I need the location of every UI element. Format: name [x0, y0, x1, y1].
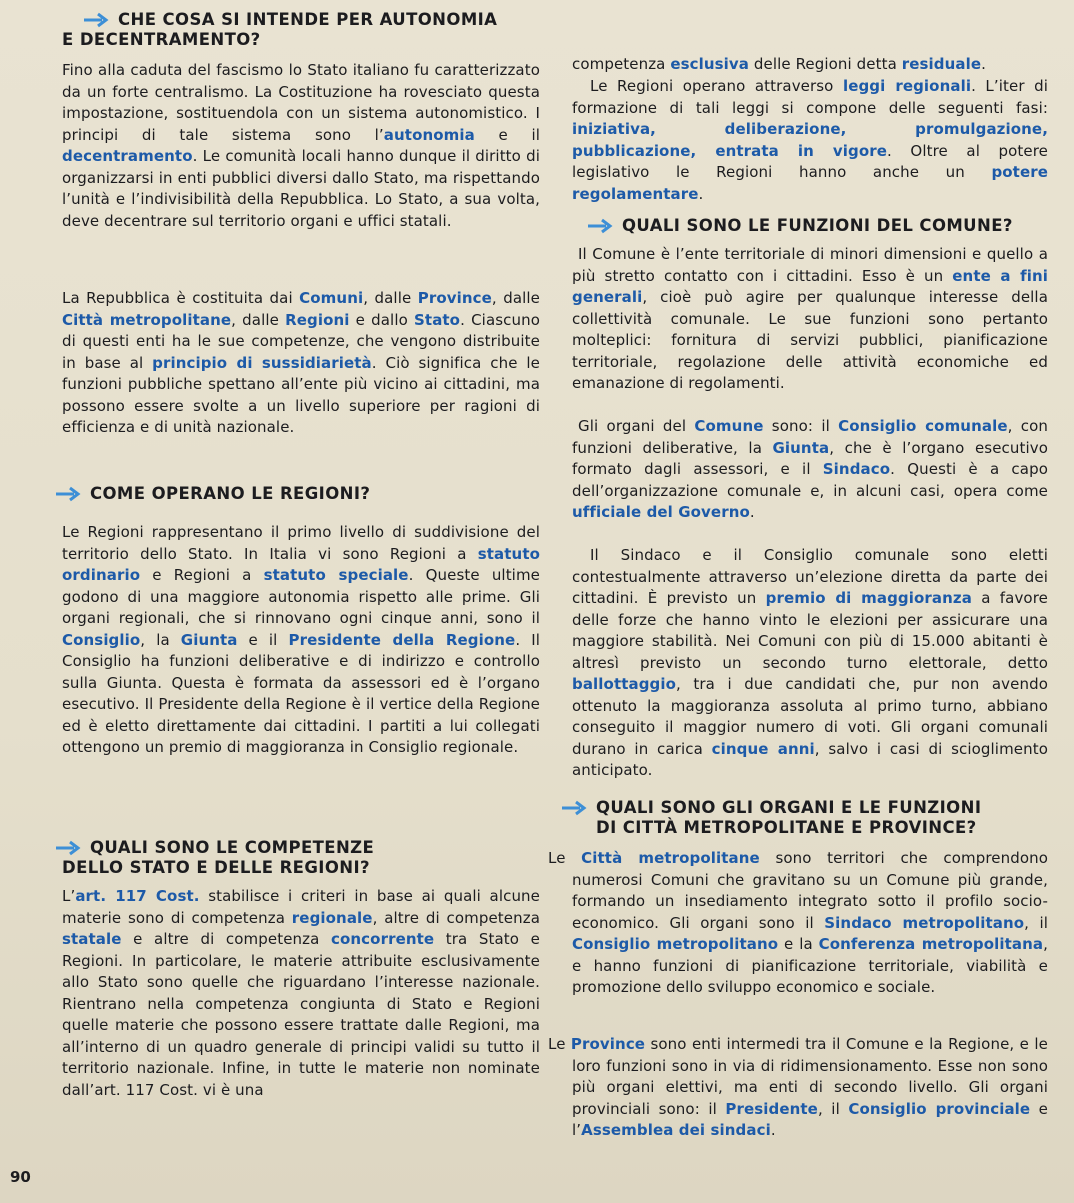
- arrow-right-icon: [82, 12, 110, 28]
- heading-line: DELLO STATO E DELLE REGIONI?: [62, 858, 370, 877]
- text-run: . Le comunità locali hanno dunque il diritto di organizzarsi in enti pubblici diversi dallo Stato, ma rispettando l’unità e l’indivisibilità della Repubblica. Lo Stato, a sua volta, deve decentrare sul territorio organi e uffici statali.: [62, 147, 540, 230]
- text-run: , e hanno funzioni di pianificazione territoriale, viabilità e promozione dello sviluppo economico e sociale.: [572, 935, 1048, 996]
- bold-term: Comune: [694, 417, 764, 435]
- text-run: , altre di competenza: [372, 908, 540, 927]
- bold-term: Città metropolitane: [581, 849, 760, 867]
- heading-line: QUALI SONO LE COMPETENZE: [90, 838, 375, 857]
- text-run: e l’: [572, 1099, 1049, 1139]
- paragraph-comune: [572, 244, 1048, 395]
- heading-line: E DECENTRAMENTO?: [62, 30, 261, 49]
- bold-term: statale: [62, 930, 122, 948]
- arrow-right-icon: [54, 840, 82, 856]
- text-run: . Oltre al potere legislativo le Regioni hanno anche un: [572, 141, 1048, 181]
- bold-term: statuto ordinario: [62, 544, 540, 584]
- bold-term: Sindaco: [822, 460, 891, 478]
- text-run: Le Regioni rappresentano il primo livello di suddivisione del territorio dello Stato. In Italia vi sono Regioni a: [62, 523, 540, 563]
- heading-line: COME OPERANO LE REGIONI?: [90, 484, 371, 503]
- text-run: Le: [548, 849, 582, 867]
- text-run: . Questi è a capo dell’organizzazione comunale e, in alcuni casi, opera come: [572, 460, 1048, 500]
- bold-term: Consiglio: [62, 630, 141, 649]
- bold-term: Giunta: [180, 630, 238, 649]
- bold-term: Conferenza metropolitana: [818, 935, 1044, 953]
- text-run: . Il Consiglio ha funzioni deliberative e di indirizzo e controllo sulla Giunta. Questa è formata da assessori ed è l’organo esecutivo. Il Presidente della Regione è il vertice della Regione ed è eletto direttamente dai cittadini. I partiti a lui collegati ottengono un premio di maggioranza in Consiglio regionale.: [62, 630, 541, 756]
- bold-term: leggi regionali: [842, 77, 972, 95]
- text-run: e Regioni a: [140, 566, 264, 584]
- bold-term: ufficiale del Governo: [572, 503, 750, 521]
- text-run: , dalle: [491, 289, 540, 307]
- heading-line: QUALI SONO GLI ORGANI E LE FUNZIONI: [596, 798, 982, 817]
- paragraph-province: [548, 1034, 1049, 1142]
- text-run: Il Sindaco e il Consiglio comunale sono eletti contestualmente attraverso un’elezione diretta da parte dei cittadini. È previsto un: [572, 546, 1048, 607]
- text-run: sono enti intermedi tra il Comune e la Regione, e le loro funzioni sono in via di ridimensionamento. Esse non sono più organi elettivi, ma enti di secondo livello. Gli organi provinciali sono: il: [572, 1035, 1048, 1118]
- bold-term: Presidente: [725, 1099, 818, 1118]
- heading-competenze: [62, 838, 530, 878]
- text-run: .: [981, 55, 987, 73]
- bold-term: principio di sussidiarietà: [152, 353, 372, 372]
- bold-term: Consiglio comunale: [838, 417, 1008, 435]
- text-run: , dalle: [363, 289, 418, 307]
- bold-term: ente a fini generali: [572, 266, 1048, 306]
- bold-term: Province: [570, 1035, 646, 1053]
- text-run: , che è l’organo esecutivo formato dagli assessori, e il: [572, 438, 1048, 478]
- text-run: , tra i due candidati che, pur non avendo ottenuto la maggioranza assoluta al primo turno, abbiano conseguito il maggior numero di voti. Gli organi comunali durano in carica: [572, 675, 1048, 758]
- text-run: Le Regioni operano attraverso: [590, 77, 843, 95]
- text-run: competenza: [572, 55, 671, 73]
- text-run: , il: [1024, 913, 1048, 932]
- text-run: sono territori che comprendono numerosi Comuni che gravitano su un Comune più grande, formando un insediamento integrato sotto il profilo socio-economico. Gli organi sono il: [572, 849, 1048, 932]
- bold-term: potere regolamentare: [572, 163, 1048, 203]
- arrow-right-icon: [560, 800, 588, 816]
- text-run: L’: [62, 887, 76, 905]
- heading-line: DI CITTÀ METROPOLITANE E PROVINCE?: [596, 818, 977, 837]
- text-run: Fino alla caduta del fascismo lo Stato italiano fu caratterizzato da un forte centralismo. La Costituzione ha rovesciato questa impostazione, sostituendola con un sistema autonomistico. I principi di tale sistema sono l’: [62, 61, 540, 144]
- text-run: , dalle: [231, 310, 286, 329]
- bold-term: art. 117 Cost.: [75, 887, 200, 905]
- text-run: . Ciò significa che le funzioni pubbliche spettano all’ente più vicino ai cittadini, ma possono essere svolte a un livello superiore per ragioni di efficienza e di unità nazionale.: [62, 353, 540, 436]
- bold-term: Giunta: [772, 438, 830, 457]
- text-run: .: [770, 1121, 776, 1139]
- heading-autonomia: [62, 10, 558, 50]
- paragraph-regioni: [62, 522, 540, 759]
- bold-term: Stato: [414, 310, 461, 329]
- bold-term: Province: [417, 289, 492, 307]
- text-run: , salvo i casi di scioglimento anticipato.: [572, 739, 1048, 779]
- bold-term: concorrente: [331, 930, 435, 948]
- text-run: e il: [237, 630, 289, 649]
- bold-term: autonomia: [383, 125, 475, 144]
- paragraph-leggi-regionali: [572, 76, 1048, 205]
- text-run: Le: [548, 1035, 571, 1053]
- text-run: Gli organi del: [578, 417, 695, 435]
- heading-line: QUALI SONO LE FUNZIONI DEL COMUNE?: [622, 216, 1013, 235]
- heading-line: CHE COSA SI INTENDE PER AUTONOMIA: [118, 10, 498, 29]
- arrow-right-icon: [54, 486, 82, 502]
- bold-term: statuto speciale: [263, 566, 409, 584]
- text-run: e la: [778, 935, 819, 953]
- bold-term: Consiglio metropolitano: [572, 935, 779, 953]
- text-run: a favore delle forze che hanno vinto le elezioni per assicurare una maggiore stabilità. Nei Comuni con più di 15.000 abitanti è altresì previsto un secondo turno elettorale, detto: [572, 589, 1048, 672]
- text-run: tra Stato e Regioni. In particolare, le materie attribuite esclusivamente allo Stato sono quelle che riguardano l’interesse nazionale. Rientrano nella competenza congiunta di Stato e Regioni quelle materie che possono essere trattate dalle Regioni, ma all’interno di un quadro generale di principi validi su tutto il territorio nazionale. Infine, in tutte le materie non nominate dall’art. 117 Cost. vi è una: [62, 930, 540, 1099]
- bold-term: cinque anni: [711, 739, 815, 758]
- text-run: . Ciascuno di questi enti ha le sue competenze, che vengono distribuite in base al: [62, 310, 540, 372]
- text-run: . L’iter di formazione di tali leggi si compone delle seguenti fasi:: [572, 77, 1048, 117]
- text-run: e dallo: [349, 310, 415, 329]
- bold-term: Comuni: [299, 289, 364, 307]
- bold-term: Sindaco metropolitano: [824, 913, 1025, 932]
- text-run: e il: [474, 125, 540, 144]
- text-run: , la: [140, 630, 181, 649]
- text-run: La Repubblica è costituita dai: [62, 289, 300, 307]
- text-run: , il: [817, 1099, 849, 1118]
- bold-term: decentramento: [62, 147, 193, 165]
- heading-comune: [622, 216, 1052, 236]
- text-run: stabilisce i criteri in base ai quali alcune materie sono di competenza: [62, 887, 540, 927]
- text-run: . Queste ultime godono di una maggiore autonomia rispetto alle prime. Gli organi regionali, che si rinnovano ogni cinque anni, sono il: [62, 566, 540, 627]
- bold-term: esclusiva: [670, 55, 750, 73]
- bold-term: residuale: [901, 55, 982, 73]
- arrow-right-icon: [586, 218, 614, 234]
- bold-term: Consiglio provinciale: [848, 1099, 1031, 1118]
- bold-term: Assemblea dei sindaci: [581, 1121, 771, 1139]
- text-run: .: [749, 503, 755, 521]
- heading-regioni: [90, 484, 530, 504]
- paragraph-competenze: [62, 886, 540, 1101]
- text-run: .: [698, 184, 704, 203]
- page-number: 90: [10, 1168, 31, 1186]
- paragraph-repubblica: [62, 288, 540, 439]
- text-run: delle Regioni detta: [749, 55, 902, 73]
- bold-term: premio di maggioranza: [765, 589, 972, 607]
- text-run: e altre di competenza: [121, 930, 331, 948]
- bold-term: ballottaggio: [572, 675, 677, 693]
- paragraph-citta-metropolitane: [548, 848, 1048, 999]
- bold-term: Città metropolitane: [62, 310, 232, 329]
- bold-term: iniziativa, deliberazione, promulgazione, pubblicazione, entrata in vigore: [572, 120, 1048, 160]
- bold-term: Regioni: [285, 310, 350, 329]
- paragraph-autonomia: [62, 60, 540, 232]
- text-run: , con funzioni deliberative, la: [572, 417, 1049, 457]
- bold-term: regionale: [291, 908, 373, 927]
- paragraph-organi-comune: [572, 416, 1048, 524]
- heading-citta-metropolitane: [596, 798, 1056, 838]
- paragraph-residuale: [572, 54, 1048, 76]
- text-run: , cioè può agire per qualunque interesse della collettività comunale. Le sue funzioni sono pertanto molteplici: fornitura di servizi pubblici, pianificazione territoriale, regolazione delle attività economiche ed emanazione di regolamenti.: [572, 288, 1048, 392]
- paragraph-sindaco: [572, 545, 1048, 782]
- bold-term: Presidente della Regione: [288, 630, 516, 649]
- text-run: Il Comune è l’ente territoriale di minori dimensioni e quello a più stretto contatto con i cittadini. Esso è un: [572, 245, 1048, 285]
- text-run: sono: il: [763, 417, 839, 435]
